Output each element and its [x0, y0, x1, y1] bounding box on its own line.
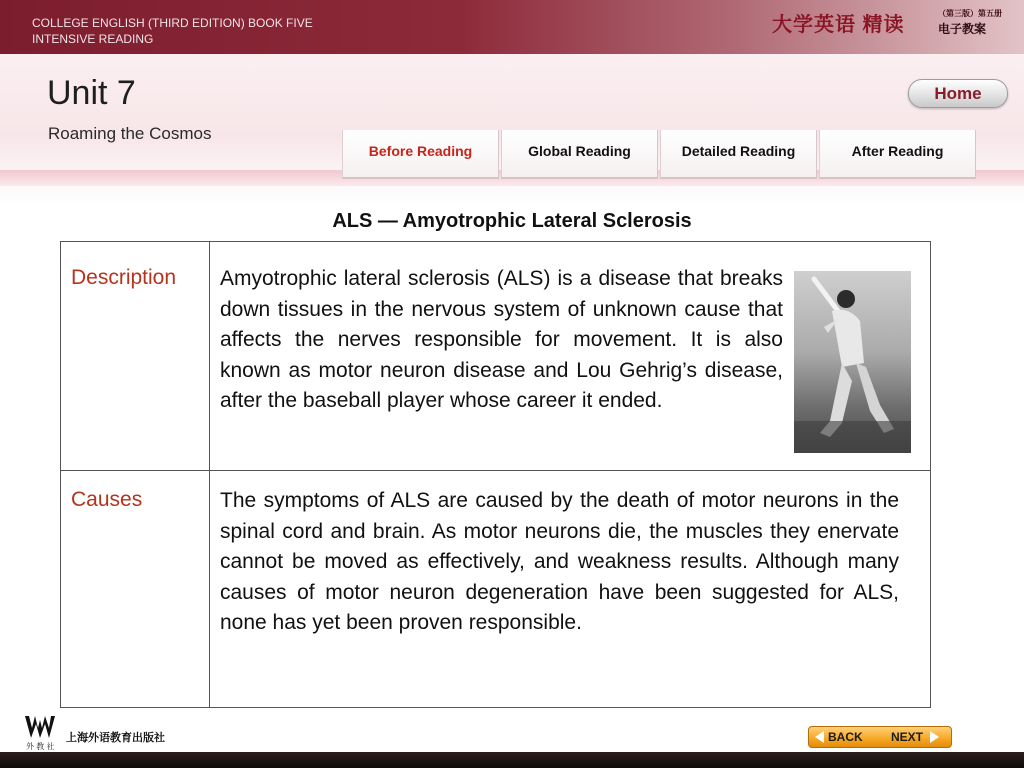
book-title-line2: INTENSIVE READING	[32, 32, 154, 46]
tab-global-reading[interactable]: Global Reading	[501, 130, 658, 179]
table-row-divider	[61, 470, 930, 471]
brand-main-title: 大学英语 精读	[772, 14, 905, 36]
next-arrow-icon	[930, 731, 939, 743]
publisher-name: 上海外语教育出版社	[66, 732, 165, 744]
tab-detailed-reading[interactable]: Detailed Reading	[660, 130, 817, 179]
tab-before-reading[interactable]: Before Reading	[342, 130, 499, 179]
baseball-player-photo	[794, 271, 911, 453]
causes-text: The symptoms of ALS are caused by the death of motor neurons in the spinal cord and brain. As motor neurons die, the muscles they enervate cannot be moved as effectively, and weakness results. Although many causes of motor neuron degeneration have been suggested for ALS, none has yet been proven responsible.	[220, 489, 899, 635]
brand-subtitle: 电子教案	[938, 22, 987, 36]
content-table	[60, 241, 931, 708]
nav-buttons	[808, 726, 952, 748]
book-title	[32, 15, 313, 47]
row-label-causes: Causes	[71, 488, 143, 511]
home-button[interactable]: Home	[908, 79, 1008, 108]
unit-subtitle: Roaming the Cosmos	[48, 124, 212, 143]
top-banner	[0, 0, 1024, 54]
tab-after-reading[interactable]: After Reading	[819, 130, 976, 179]
description-text: Amyotrophic lateral sclerosis (ALS) is a disease that breaks down tissues in the nervous system of unknown cause that affects the nerves responsible for movement. It is also known as motor neuron disease and Lou Gehrig’s disease, after the baseball player whose career it ended.	[220, 267, 783, 413]
footer-bar	[0, 752, 1024, 768]
back-arrow-icon	[815, 731, 824, 743]
brand-edition: （第三版）第五册	[938, 9, 1002, 18]
section-title: ALS — Amyotrophic Lateral Sclerosis	[332, 210, 692, 232]
next-button[interactable]: NEXT	[891, 730, 924, 744]
table-column-divider	[209, 242, 210, 707]
logo-text: 外 教 社	[26, 742, 55, 751]
unit-title: Unit 7	[47, 74, 136, 112]
row-label-description: Description	[71, 266, 177, 289]
back-button[interactable]: BACK	[828, 730, 863, 744]
book-title-line1: COLLEGE ENGLISH (THIRD EDITION) BOOK FIVE	[32, 16, 313, 30]
